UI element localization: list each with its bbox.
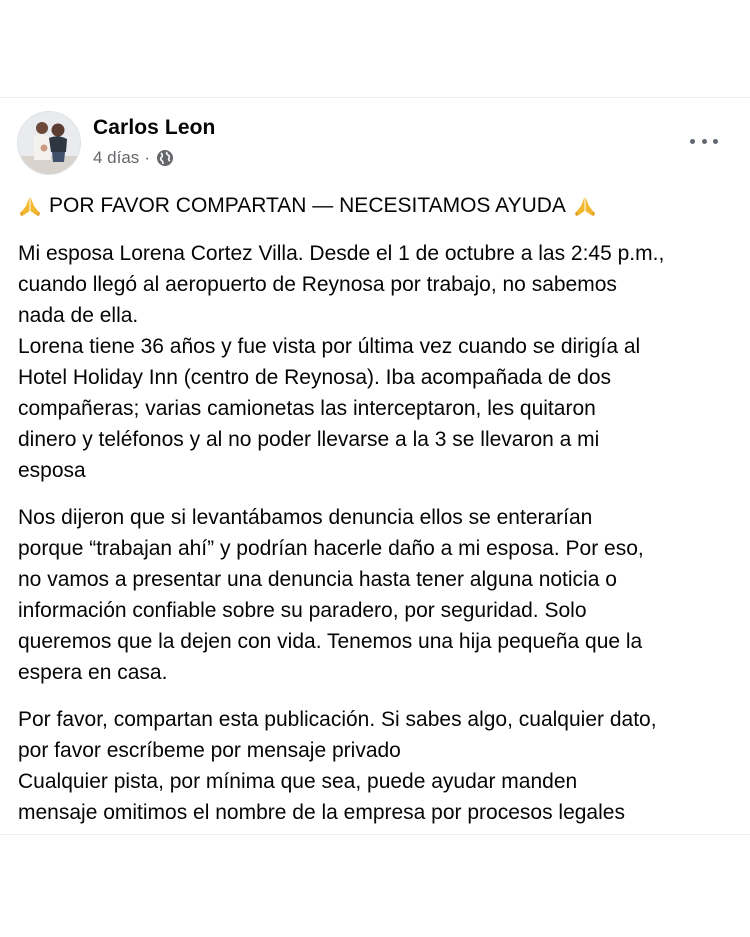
text-line: Lorena tiene 36 años y fue vista por última vez cuando se dirigía al (18, 335, 641, 358)
text-line: por favor escríbeme por mensaje privado (18, 739, 401, 762)
folded-hands-emoji-icon (18, 194, 42, 218)
text-line: porque “trabajan ahí” y podrían hacerle daño a mi esposa. Por eso, (18, 537, 644, 560)
text-line: no vamos a presentar una denuncia hasta tener alguna noticia o (18, 568, 617, 591)
text-line: nada de ella. (18, 304, 139, 327)
text-line: espera en casa. (18, 661, 168, 684)
post-paragraph (18, 502, 734, 688)
text-line: queremos que la dejen con vida. Tenemos una hija pequeña que la (18, 630, 643, 653)
globe-icon[interactable] (156, 149, 174, 167)
post-body (18, 190, 734, 844)
text-line: Por favor, compartan esta publicación. Si sabes algo, cualquier dato, (18, 708, 657, 731)
folded-hands-emoji-icon (573, 194, 597, 218)
text-line: compañeras; varias camionetas las interceptaron, les quitaron (18, 397, 596, 420)
text-line: Cualquier pista, por mínima que sea, puede ayudar manden (18, 770, 578, 793)
text-line: dinero y teléfonos y al no poder llevarse a la 3 se llevaron a mi (18, 428, 600, 451)
text-line: esposa (18, 459, 86, 482)
text-line: cuando llegó al aeropuerto de Reynosa por trabajo, no sabemos (18, 273, 617, 296)
meta-separator: · (144, 148, 150, 167)
post-paragraph (18, 704, 734, 828)
text-line: Hotel Holiday Inn (centro de Reynosa). Iba acompañada de dos (18, 366, 612, 389)
text-line: Nos dijeron que si levantábamos denuncia ellos se enterarían (18, 506, 593, 529)
text-line: información confiable sobre su paradero, por seguridad. Solo (18, 599, 587, 622)
avatar-photo (18, 112, 80, 174)
text-line: Mi esposa Lorena Cortez Villa. Desde el 1 de octubre a las 2:45 p.m., (18, 242, 665, 265)
post-paragraph (18, 238, 734, 486)
text-line: mensaje omitimos el nombre de la empresa por procesos legales (18, 801, 625, 824)
more-options-icon[interactable] (690, 134, 718, 148)
post-headline (18, 190, 734, 221)
headline-text: POR FAVOR COMPARTAN — NECESITAMOS AYUDA (49, 194, 566, 217)
post-timestamp[interactable]: 4 días (93, 148, 140, 167)
author-name[interactable]: Carlos Leon (93, 116, 216, 139)
avatar[interactable] (18, 112, 80, 174)
post-card (0, 97, 750, 835)
post-meta (93, 148, 174, 168)
